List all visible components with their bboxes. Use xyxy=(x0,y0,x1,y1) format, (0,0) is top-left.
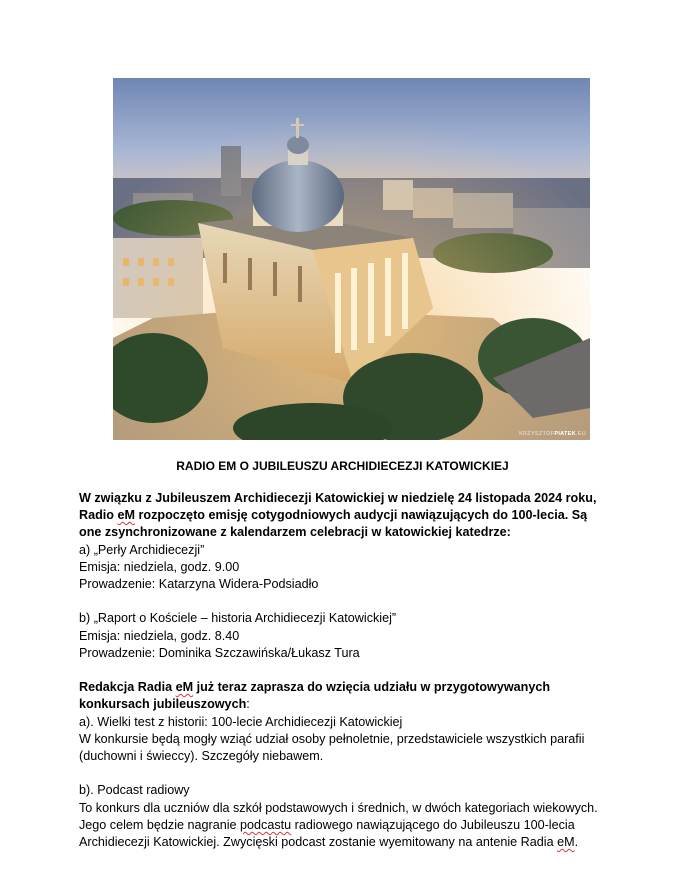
contests-intro: Redakcja Radia eM już teraz zaprasza do wzięcia udziału w przygotowywanych konkursach jubileuszowych: xyxy=(79,680,551,712)
intro-paragraph: W związku z Jubileuszem Archidiecezji Katowickiej w niedzielę 24 listopada 2024 roku, Radio eM rozpoczęto emisję cotygodniowych audycji nawiązujących do 100-lecia. Są one zsynchronizowane z kalendarzem celebracji w katowickiej katedrze: xyxy=(79,491,597,540)
contest-b-title: b). Podcast radiowy xyxy=(79,783,190,798)
cathedral-photo xyxy=(113,78,590,440)
article-body xyxy=(79,490,609,851)
program-b-broadcast: Emisja: niedziela, godz. 8.40 xyxy=(79,628,240,643)
contest-b-description: To konkurs dla uczniów dla szkół podstawowych i średnich, w dwóch kategoriach wiekowych. Jego celem będzie nagranie podcastu radiowego nawiązującego do Jubileuszu 100-lecia Archidiecezji Katowickiej. Zwycięski podcast zostanie wyemitowany na antenie Radia eM. xyxy=(79,800,598,850)
page-title: RADIO EM O JUBILEUSZU ARCHIDIECEZJI KATOWICKIEJ xyxy=(176,459,509,473)
program-b-host: Prowadzenie: Dominika Szczawińska/Łukasz Tura xyxy=(79,645,360,660)
program-a-host: Prowadzenie: Katarzyna Widera-Podsiadło xyxy=(79,577,319,592)
program-b-title: b) „Raport o Kościele – historia Archidiecezji Katowickiej” xyxy=(79,611,397,626)
photo-credit: KRZYSZTOFPIATEK.EU xyxy=(519,431,586,437)
program-a-broadcast: Emisja: niedziela, godz. 9.00 xyxy=(79,559,240,574)
cathedral-illustration xyxy=(113,78,590,440)
contest-a-description: W konkursie będą mogły wziąć udział osoby pełnoletnie, przedstawiciele wszystkich parafii (duchowni i świeccy). Szczegóły niebawem. xyxy=(79,731,585,764)
contest-a-title: a). Wielki test z historii: 100-lecie Archidiecezji Katowickiej xyxy=(79,714,403,729)
program-a-title: a) „Perły Archidiecezji” xyxy=(79,542,205,557)
